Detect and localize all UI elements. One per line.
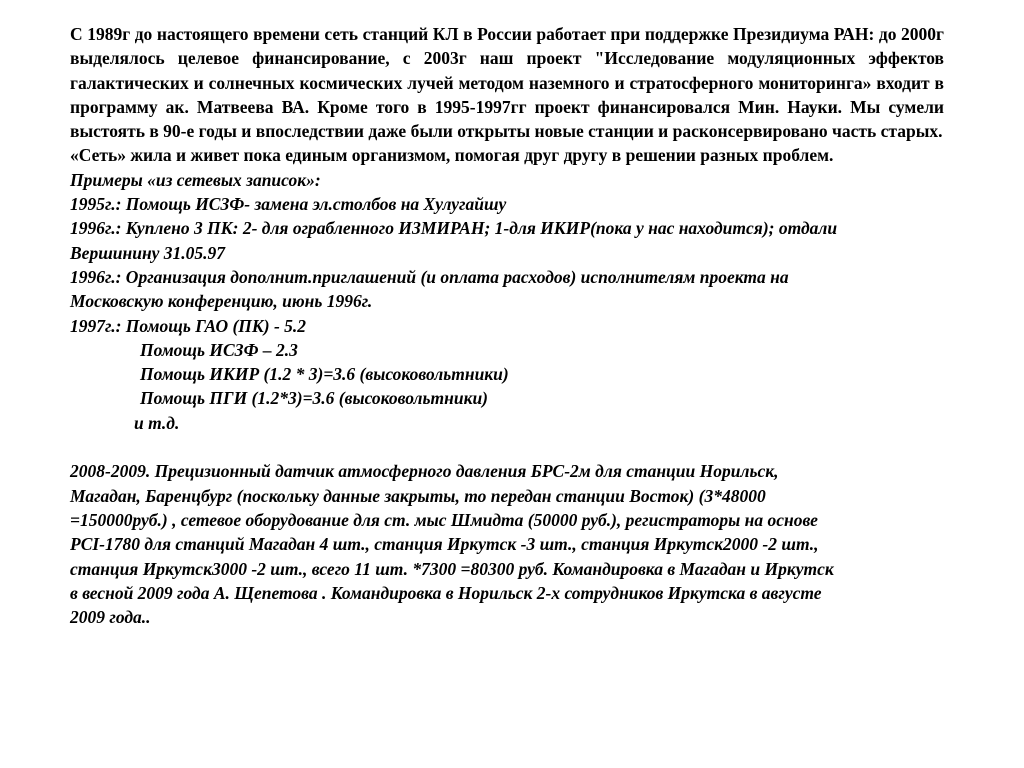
example-etc: и т.д.: [134, 412, 180, 433]
example-1996a-line2: Вершинину 31.05.97: [70, 242, 226, 263]
example-1996a-line1: 1996г.: Куплено 3 ПК: 2- для ограбленного ИЗМИРАН; 1-для ИКИР(пока у нас находится); отдали: [70, 218, 838, 239]
network-paragraph: «Сеть» жила и живет пока единым организмом, помогая друг другу в решении разных проблем.: [70, 145, 834, 166]
examples-block: [70, 168, 944, 435]
spacer: [70, 435, 944, 459]
document-page: [70, 22, 944, 629]
examples-heading: Примеры «из сетевых записок»:: [70, 169, 321, 190]
example-1997-line2: Помощь ИСЗФ – 2.3: [140, 339, 298, 360]
example-1995: 1995г.: Помощь ИСЗФ- замена эл.столбов на Хулугайшу: [70, 194, 507, 215]
recent-line4: PCI-1780 для станций Магадан 4 шт., станция Иркутск -3 шт., станция Иркутск2000 -2 шт.,: [70, 534, 819, 555]
recent-block: [70, 459, 944, 629]
recent-line3: =150000руб.) , сетевое оборудование для ст. мыс Шмидта (50000 руб.), регистраторы на основе: [70, 509, 818, 530]
recent-line7: 2009 года..: [70, 607, 151, 628]
recent-line1: 2008-2009. Прецизионный датчик атмосферного давления БРС-2м для станции Норильск,: [70, 461, 779, 482]
example-1997-line4: Помощь ПГИ (1.2*3)=3.6 (высоковольтники): [140, 388, 489, 409]
recent-line2: Магадан, Баренцбург (поскольку данные закрыты, то передан станции Восток) (3*48000: [70, 485, 766, 506]
example-1997-line1: 1997г.: Помощь ГАО (ПК) - 5.2: [70, 315, 307, 336]
intro-paragraph: С 1989г до настоящего времени сеть станций КЛ в России работает при поддержке Президиума РАН: до 2000г выделялось целевое финансирование, с 2003г наш проект "Исследование модуляционных эффектов галактических и солнечных космических лучей методом наземного и стратосферного мониторинга» входит в программу ак. Матвеева ВА. Кроме того в 1995-1997гг проект финансировался Мин. Науки. Мы сумели выстоять в 90-е годы и впоследствии даже были открыты новые станции и расконсервировано часть старых.: [70, 24, 944, 142]
recent-line5: станция Иркутск3000 -2 шт., всего 11 шт. *7300 =80300 руб. Командировка в Магадан и Иркутск: [70, 558, 834, 579]
recent-line6: в весной 2009 года А. Щепетова . Командировка в Норильск 2-х сотрудников Иркутска в августе: [70, 582, 822, 603]
example-1997-line3: Помощь ИКИР (1.2 * 3)=3.6 (высоковольтники): [140, 364, 509, 385]
example-1996b-line2: Московскую конференцию, июнь 1996г.: [70, 291, 373, 312]
example-1996b-line1: 1996г.: Организация дополнит.приглашений (и оплата расходов) исполнителям проекта на: [70, 266, 789, 287]
